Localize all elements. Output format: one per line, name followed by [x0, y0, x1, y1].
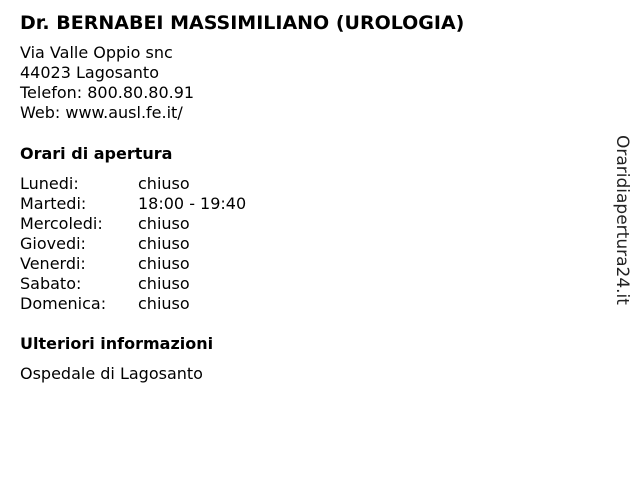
hours-row-sabato	[20, 274, 600, 294]
business-card	[20, 9, 600, 384]
site-watermark: Oraridiapertura24.it	[612, 135, 632, 305]
phone-number: Telefon: 800.80.80.91	[20, 83, 195, 102]
day-label: Lunedi:	[20, 174, 79, 193]
day-label: Domenica:	[20, 294, 107, 313]
more-info-text: Ospedale di Lagosanto	[20, 364, 203, 383]
day-label: Mercoledi:	[20, 214, 103, 233]
day-hours: chiuso	[138, 214, 190, 233]
street-address: Via Valle Oppio snc	[20, 43, 173, 62]
city-address: 44023 Lagosanto	[20, 63, 159, 82]
more-info-heading: Ulteriori informazioni	[20, 334, 214, 353]
day-hours: chiuso	[138, 274, 190, 293]
hours-row-venerdi	[20, 254, 600, 274]
day-hours: chiuso	[138, 254, 190, 273]
day-label: Venerdi:	[20, 254, 86, 273]
opening-hours-heading: Orari di apertura	[20, 144, 173, 163]
hours-row-giovedi	[20, 234, 600, 254]
opening-hours-list	[20, 174, 600, 314]
website-link: Web: www.ausl.fe.it/	[20, 103, 183, 122]
day-label: Sabato:	[20, 274, 82, 293]
page-title: Dr. BERNABEI MASSIMILIANO (UROLOGIA)	[20, 12, 465, 34]
day-label: Martedi:	[20, 194, 87, 213]
day-hours: chiuso	[138, 294, 190, 313]
day-label: Giovedi:	[20, 234, 86, 253]
hours-row-martedi	[20, 194, 600, 214]
day-hours: chiuso	[138, 174, 190, 193]
day-hours: chiuso	[138, 234, 190, 253]
hours-row-domenica	[20, 294, 600, 314]
hours-row-mercoledi	[20, 214, 600, 234]
day-hours: 18:00 - 19:40	[138, 194, 247, 213]
address-block	[20, 43, 600, 123]
hours-row-lunedi	[20, 174, 600, 194]
